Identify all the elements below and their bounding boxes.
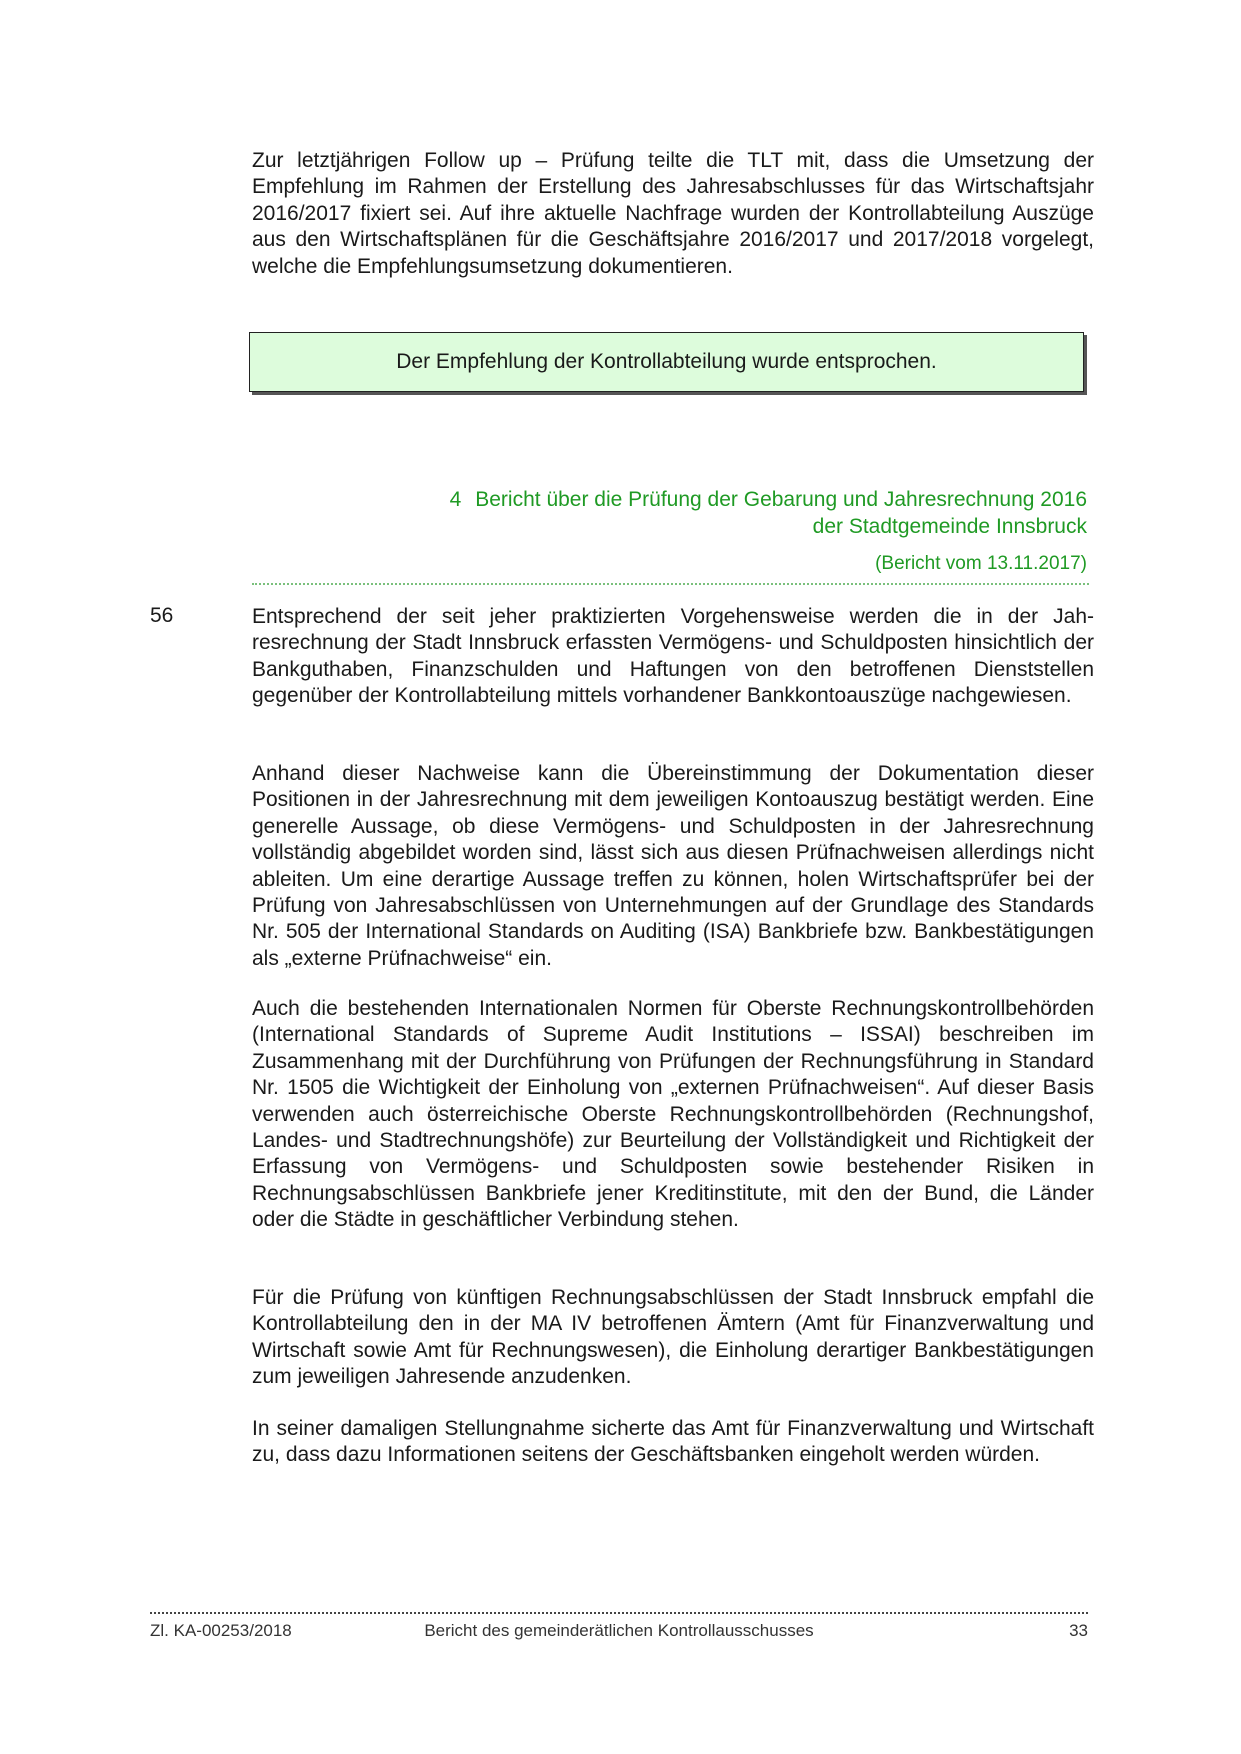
- page-number: 33: [1069, 1621, 1088, 1640]
- body-paragraph: In seiner damaligen Stellungnahme sicherte das Amt für Finanzverwaltung und Wirtschaft zu, dass dazu Informationen seitens der Geschäftsbanken eingeholt werden würden.: [252, 1417, 1094, 1467]
- footer-reference: Zl. KA-00253/2018: [150, 1621, 292, 1640]
- body-paragraph: Entsprechend der seit jeher praktizierten Vorgehensweise werden die in der Jahresrechnung der Stadt Innsbruck erfassten Vermögens- und Schuldposten hinsichtlich der Bankguthaben, Finanzschulden und Haftungen von den betroffenen Dienststellen gegenüber der Kontrollabteilung mittels vorhandener Bankkontoauszüge nachgewiesen.: [252, 605, 1094, 708]
- section-heading: [450, 486, 1087, 540]
- section-title-line1: Bericht über die Prüfung der Gebarung und Jahresrechnung 2016: [475, 488, 1087, 511]
- section-title-line2: der Stadtgemeinde Innsbruck: [812, 515, 1087, 538]
- footer-divider: [150, 1612, 1088, 1614]
- recommendation-status-text: Der Empfehlung der Kontrollabteilung wurde entsprochen.: [396, 350, 937, 373]
- report-date: (Bericht vom 13.11.2017): [875, 553, 1087, 574]
- footer-title: Bericht des gemeinderätlichen Kontrollausschusses: [424, 1621, 814, 1640]
- section-number: 4: [449, 488, 462, 511]
- recommendation-status-box: [249, 332, 1084, 392]
- intro-paragraph: Zur letztjährigen Follow up – Prüfung teilte die TLT mit, dass die Umsetzung der Empfehlung im Rahmen der Erstellung des Jahresabschlusses für das Wirtschaftsjahr 2016/2017 fixiert sei. Auf ihre aktuelle Nachfrage wurden der Kontrollabteilung Auszüge aus den Wirtschaftsplänen für die Geschäftsjahre 2016/2017 und 2017/2018 vorgelegt, welche die Empfehlungsumsetzung dokumentieren.: [252, 149, 1094, 278]
- page-footer: [150, 1621, 1088, 1647]
- section-divider: [252, 583, 1089, 585]
- body-paragraph: Auch die bestehenden Internationalen Normen für Oberste Rechnungskontrollbehörden (International Standards of Supreme Audit Institutions – ISSAI) beschreiben im Zusammenhang mit der Durchführung von Prüfungen der Rechnungsführung in Standard Nr. 1505 die Wichtigkeit der Einholung von „externen Prüfnachweisen“. Auf dieser Basis verwenden auch österreichische Oberste Rechnungskontrollbehörden (Rechnungshof, Landes- und Stadtrechnungshöfe) zur Beurteilung der Vollständigkeit und Richtigkeit der Erfassung von Vermögens- und Schuldposten sowie bestehender Risiken in Rechnungsabschlüssen Bankbriefe jener Kreditinstitute, mit den der Bund, die Länder oder die Städte in geschäftlicher Verbindung stehen.: [252, 997, 1094, 1232]
- body-paragraph: Anhand dieser Nachweise kann die Übereinstimmung der Dokumentation dieser Positionen in der Jahresrechnung mit dem jeweiligen Kontoauszug bestätigt werden. Eine generelle Aussage, ob diese Vermögens- und Schuldposten in der Jahresrechnung vollständig abgebildet worden sind, lässt sich aus diesen Prüfnachweisen allerdings nicht ableiten. Um eine derartige Aussage treffen zu können, holen Wirtschaftsprüfer bei der Prüfung von Jahresabschlüssen von Unternehmungen auf der Grundlage des Standards Nr. 505 der International Standards on Auditing (ISA) Bankbriefe bzw. Bankbestätigungen als „externe Prüfnachweise“ ein.: [252, 762, 1094, 970]
- margin-number: 56: [150, 604, 174, 627]
- body-paragraph: Für die Prüfung von künftigen Rechnungsabschlüssen der Stadt Innsbruck empfahl die Kontrollabteilung den in der MA IV betroffenen Ämtern (Amt für Finanzverwaltung und Wirtschaft sowie Amt für Rechnungswesen), die Einholung derartiger Bankbestätigungen zum jeweiligen Jahresende anzudenken.: [252, 1286, 1094, 1389]
- section-heading-line1: [450, 486, 1087, 513]
